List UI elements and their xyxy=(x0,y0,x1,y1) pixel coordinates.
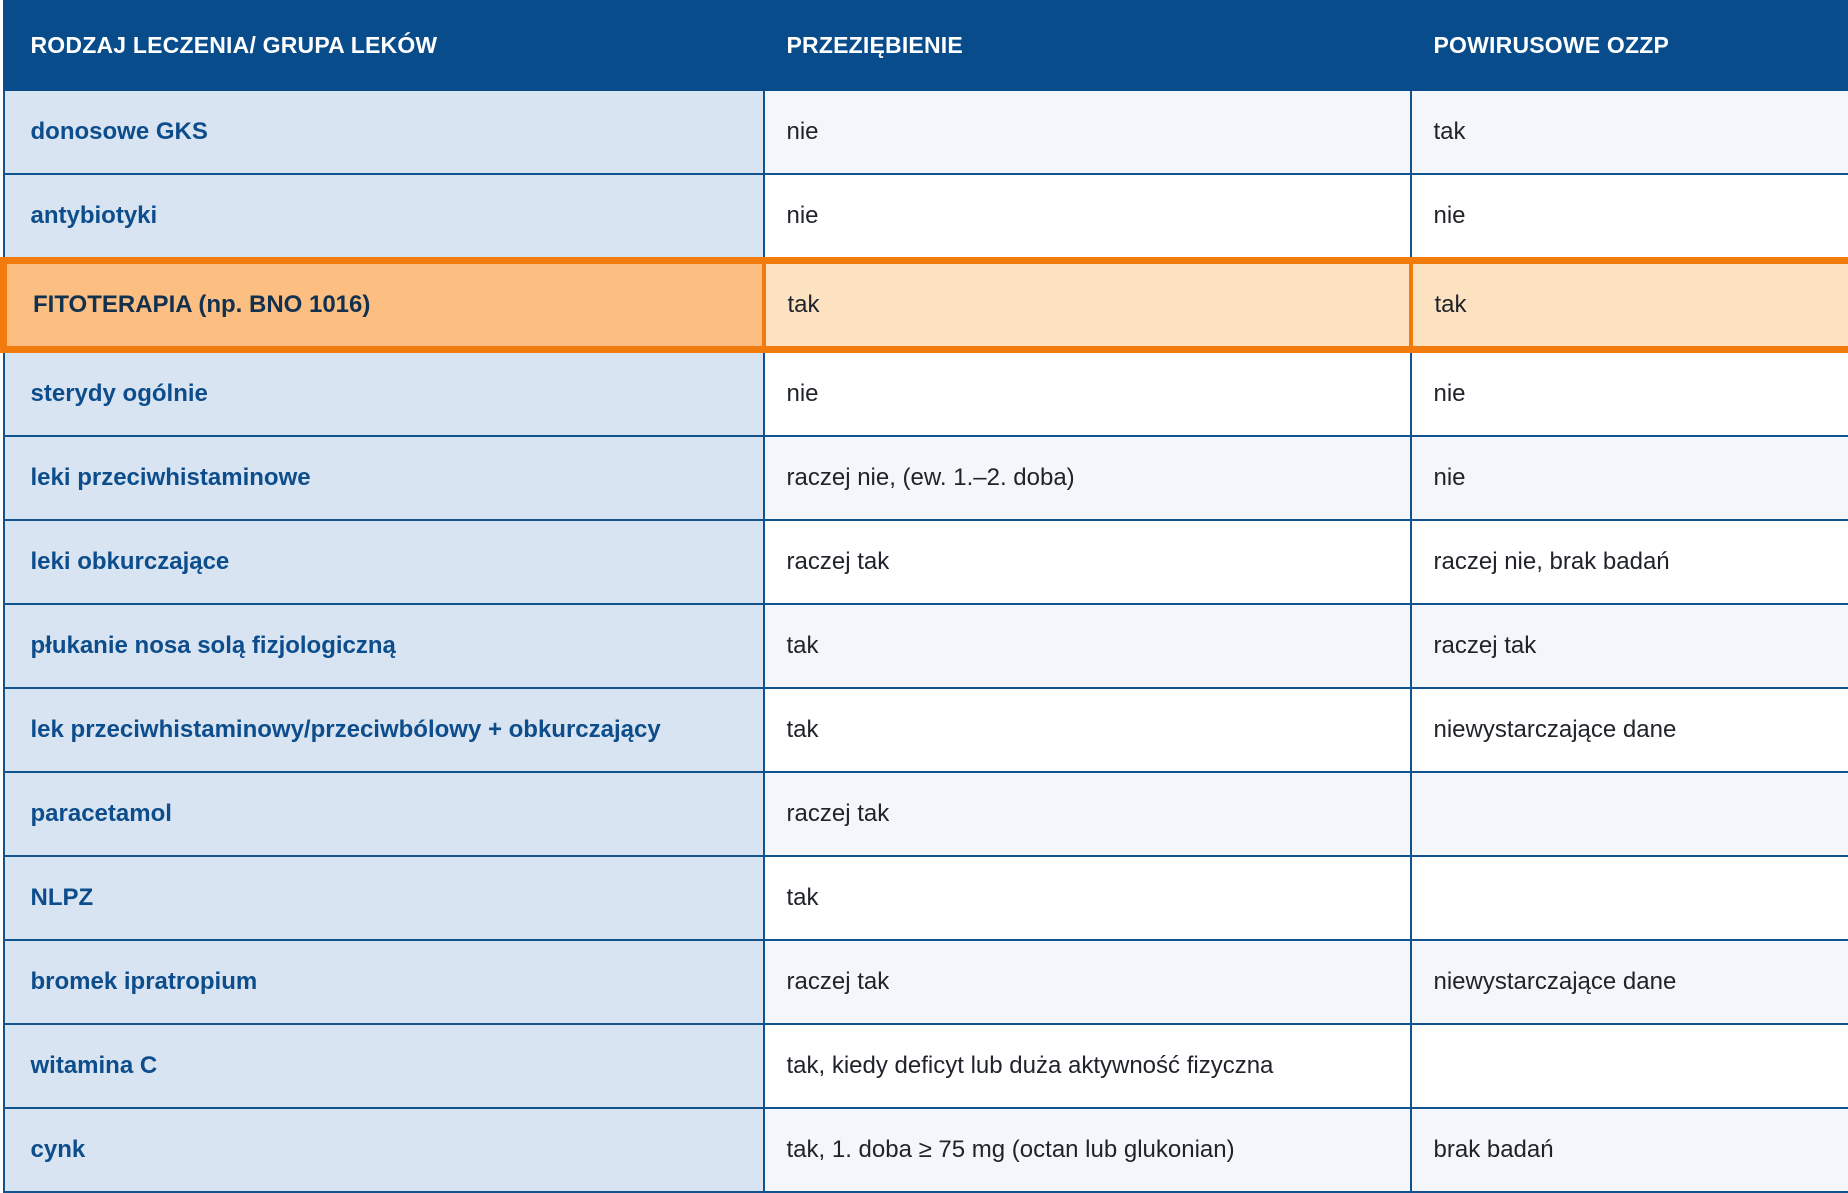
cold-value-cell: tak, 1. doba ≥ 75 mg (octan lub glukonian) xyxy=(764,1108,1411,1192)
treatment-name-cell: leki obkurczające xyxy=(4,520,764,604)
cold-value-cell: tak xyxy=(764,856,1411,940)
table-body xyxy=(4,90,1848,1192)
treatment-name-cell: leki przeciwhistaminowe xyxy=(4,436,764,520)
ozzp-value-cell: tak xyxy=(1411,90,1848,174)
treatment-name-cell: lek przeciwhistaminowy/przeciwbólowy + obkurczający xyxy=(4,688,764,772)
ozzp-value-cell xyxy=(1411,856,1848,940)
column-header-treatment: RODZAJ LECZENIA/ GRUPA LEKÓW xyxy=(4,1,764,90)
column-header-ozzp: POWIRUSOWE OZZP xyxy=(1411,1,1848,90)
table-row xyxy=(4,350,1848,437)
table-row xyxy=(4,436,1848,520)
table-row xyxy=(4,90,1848,174)
treatment-name-cell: bromek ipratropium xyxy=(4,940,764,1024)
treatment-name-cell: paracetamol xyxy=(4,772,764,856)
table-row xyxy=(4,174,1848,261)
ozzp-value-cell: tak xyxy=(1411,261,1848,350)
cold-value-cell: tak xyxy=(764,261,1411,350)
cold-value-cell: raczej nie, (ew. 1.–2. doba) xyxy=(764,436,1411,520)
cold-value-cell: raczej tak xyxy=(764,940,1411,1024)
cold-value-cell: nie xyxy=(764,90,1411,174)
column-header-cold: PRZEZIĘBIENIE xyxy=(764,1,1411,90)
treatment-name-cell: cynk xyxy=(4,1108,764,1192)
ozzp-value-cell: nie xyxy=(1411,436,1848,520)
treatment-name-cell: antybiotyki xyxy=(4,174,764,261)
table-row-highlighted xyxy=(4,261,1848,350)
table-row xyxy=(4,604,1848,688)
table-row xyxy=(4,520,1848,604)
table-header xyxy=(4,1,1848,90)
table-row xyxy=(4,1108,1848,1192)
cold-value-cell: tak xyxy=(764,688,1411,772)
cold-value-cell: raczej tak xyxy=(764,520,1411,604)
cold-value-cell: nie xyxy=(764,350,1411,437)
table-row xyxy=(4,856,1848,940)
ozzp-value-cell: raczej nie, brak badań xyxy=(1411,520,1848,604)
treatment-name-cell: witamina C xyxy=(4,1024,764,1108)
header-row xyxy=(4,1,1848,90)
ozzp-value-cell: raczej tak xyxy=(1411,604,1848,688)
ozzp-value-cell: niewystarczające dane xyxy=(1411,688,1848,772)
ozzp-value-cell: niewystarczające dane xyxy=(1411,940,1848,1024)
cold-value-cell: tak, kiedy deficyt lub duża aktywność fizyczna xyxy=(764,1024,1411,1108)
ozzp-value-cell: brak badań xyxy=(1411,1108,1848,1192)
ozzp-value-cell: nie xyxy=(1411,174,1848,261)
ozzp-value-cell: nie xyxy=(1411,350,1848,437)
ozzp-value-cell xyxy=(1411,772,1848,856)
treatment-name-cell: FITOTERAPIA (np. BNO 1016) xyxy=(4,261,764,350)
ozzp-value-cell xyxy=(1411,1024,1848,1108)
cold-value-cell: nie xyxy=(764,174,1411,261)
table-row xyxy=(4,772,1848,856)
table-row xyxy=(4,688,1848,772)
cold-value-cell: raczej tak xyxy=(764,772,1411,856)
cold-value-cell: tak xyxy=(764,604,1411,688)
table-row xyxy=(4,940,1848,1024)
treatment-name-cell: donosowe GKS xyxy=(4,90,764,174)
table-row xyxy=(4,1024,1848,1108)
treatment-name-cell: sterydy ogólnie xyxy=(4,350,764,437)
treatment-name-cell: płukanie nosa solą fizjologiczną xyxy=(4,604,764,688)
treatment-name-cell: NLPZ xyxy=(4,856,764,940)
